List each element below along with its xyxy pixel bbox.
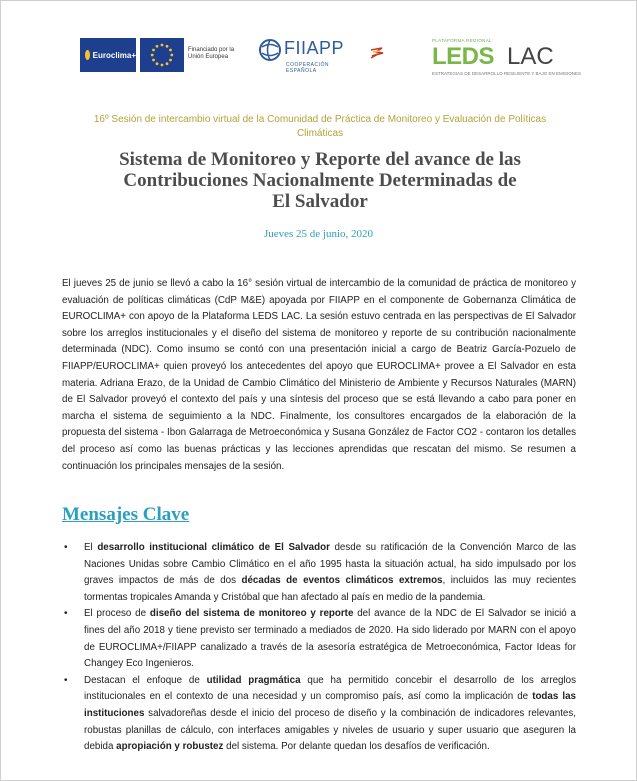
- euroclima-label: Euroclima+: [92, 50, 136, 60]
- leds-platform-label: PLATAFORMA REGIONAL: [432, 38, 492, 43]
- title-line-2: Contribuciones Nacionalmente Determinadas de: [123, 170, 517, 191]
- bullet-text: desde su ratificación de la Convención Marco de las Naciones Unidas sobre Cambio Climático en el año 1995 hasta la situación actual, ha sido impulsado por los graves impactos de más de dos: [84, 542, 577, 587]
- bullet-text: El: [84, 542, 98, 553]
- euroclima-mark-icon: [85, 50, 90, 60]
- list-item: [62, 606, 576, 672]
- bullet-icon: •: [64, 608, 68, 620]
- bullet-bold-text: décadas de eventos climáticos extremos: [241, 575, 443, 587]
- cooperacion-espanola-icon: [370, 46, 384, 60]
- bullet-text: del sistema. Por delante quedan los desafíos de verificación.: [223, 741, 490, 753]
- logo-bar: [0, 34, 637, 82]
- bullet-text: que ha permitido concebir el desarrollo de los arreglos institucionales en el contexto de una necesidad y un compromiso país, así como la implicación de: [84, 674, 576, 703]
- intro-paragraph: El jueves 25 de junio se llevó a cabo la 16° sesión virtual de intercambio de la comunidad de práctica de monitoreo y evaluación de políticas climáticas (CdP M&E) apoyada por FIIAPP en el componente de Gobernanza Climática de EUROCLIMA+ con apoyo de la Plataforma LEDS LAC. La sesión estuvo centrada en las perspectivas de El Salvador sobre los arreglos institucionales y el diseño del sistema de monitoreo y reporte de su contribución nacionalmente determinada (NDC). Como insumo se contó con una presentación inicial a cargo de Beatriz García-Pozuelo de FIIAPP/EUROCLIMA+ quien proveyó los antecedentes del apoyo que EUROCLIMA+ provee a El Salvador en esta materia. Adriana Erazo, de la Unidad de Cambio Climático del Ministerio de Ambiente y Recursos Naturales (MARN) de El Salvador proveyó el contexto del país y una síntesis del proceso que se está llevando a cabo para poner en marcha el sistema de seguimiento a la NDC. Finalmente, los consultores encargados de la elaboración de la propuesta del sistema - Ibon Galarraga de Metroeconómica y Susana González de Factor CO2 - contaron los detalles del proceso así como las buenas prácticas y las lecciones aprendidas que rescatan del mismo. Se resumen a continuación los principales mensajes de la sesión.: [62, 278, 576, 472]
- bullet-bold-text: utilidad pragmática: [206, 674, 301, 686]
- bullet-text: del avance de la NDC de El Salvador se inició a fines del año 2018 y tiene previsto ser terminado a mediados de 2020. Ha sido liderado por MARN con el apoyo de EUROCLIMA+/FIIAPP canalizado a través de la asesoría estratégica de Metroeconómica, Factor Ideas for Changey Eco Ingenieros.: [84, 608, 576, 670]
- bullet-text: El proceso de: [84, 608, 150, 620]
- title-line-1: Sistema de Monitoreo y Reporte del avance de las: [119, 149, 521, 170]
- fiiapp-subtitle: COOPERACIÓN ESPAÑOLA: [286, 62, 330, 74]
- leds-tagline: ESTRATEGIAS DE DESARROLLO RESILIENTE Y BAJO EN EMISIONES: [432, 71, 582, 76]
- fiiapp-globe-icon: [258, 38, 282, 62]
- bullet-icon: •: [64, 542, 68, 553]
- euroclima-logo: [80, 38, 136, 72]
- title-line-3: El Salvador: [272, 191, 368, 212]
- eu-flag-icon: [140, 38, 184, 72]
- session-date: Jueves 25 de junio, 2020: [263, 228, 374, 240]
- bullet-text: , incluidos las muy recientes tormentas tropicales Amanda y Cristóbal que han afectado al país en medio de la pandemia.: [84, 575, 576, 603]
- financed-by-label: Financiado por la Unión Europea: [188, 47, 235, 60]
- key-messages-list: [62, 540, 576, 756]
- fiiapp-logo: [258, 36, 358, 76]
- session-subtitle: 16º Sesión de intercambio virtual de la Comunidad de Práctica de Monitoreo y Evaluación de Políticas Climáticas: [93, 114, 547, 139]
- section-title: Mensajes Clave: [62, 504, 190, 525]
- list-item: [62, 540, 576, 606]
- bullet-icon: •: [64, 674, 68, 686]
- bullet-bold-text: todas las instituciones: [84, 691, 576, 719]
- leds-lac-word: LAC: [507, 43, 554, 70]
- list-item: [62, 673, 576, 756]
- leds-word: LEDS: [432, 43, 495, 70]
- bullet-bold-text: apropiación y robustez: [116, 741, 224, 753]
- bullet-text: salvadoreñas desde el inicio del proceso de diseño y la combinación de indicadores relevantes, robustas planillas de cálculo, con interfaces amigables y niveles de usuario y super usuario que aseguren la debida: [84, 707, 576, 753]
- bullet-text: Destacan el enfoque de: [84, 674, 207, 686]
- fiiapp-name: FIIAPP: [284, 38, 345, 58]
- bullet-bold-text: desarrollo institucional climático de El Salvador: [97, 542, 330, 553]
- bullet-bold-text: diseño del sistema de monitoreo y reporte: [149, 608, 354, 620]
- page-title: [70, 149, 570, 212]
- leds-lac-logo: [432, 38, 582, 78]
